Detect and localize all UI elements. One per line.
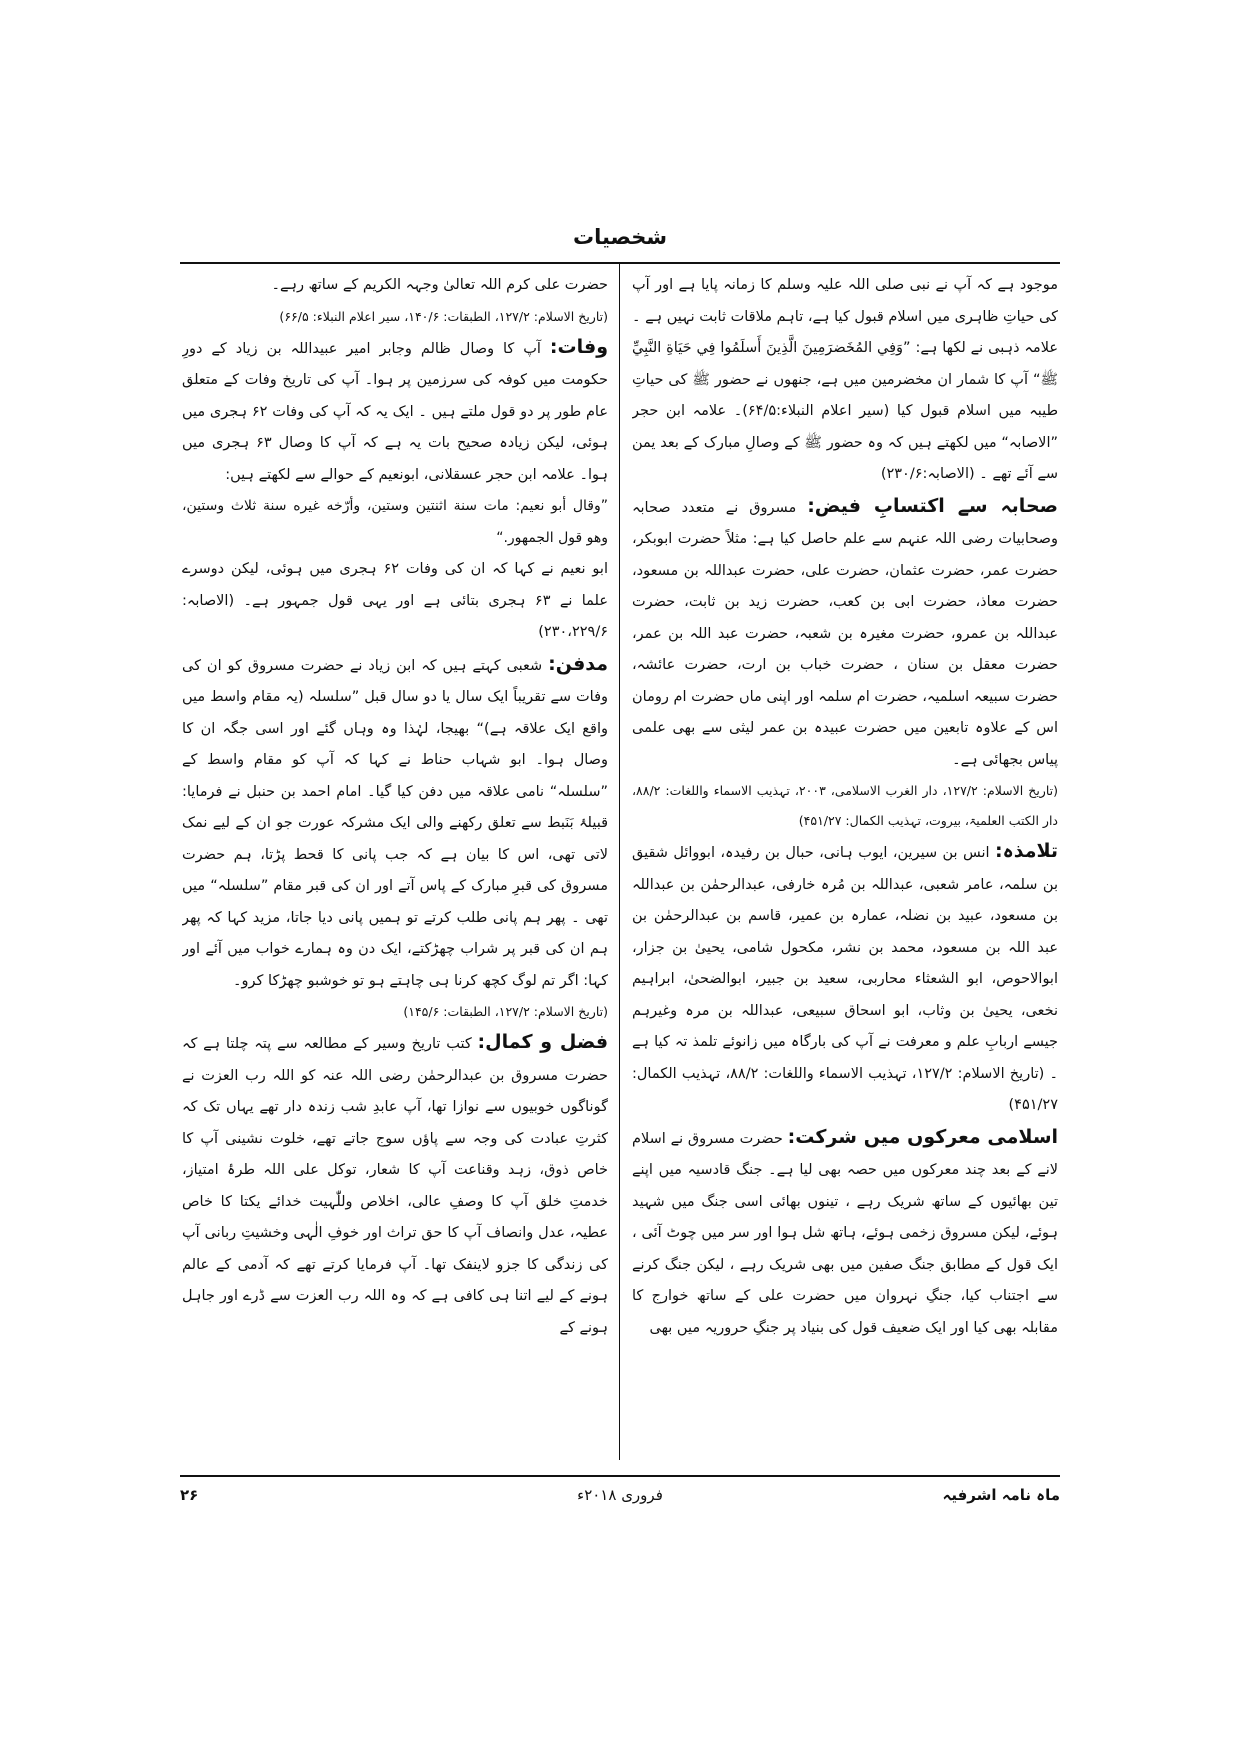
heading-jang: اسلامی معرکوں میں شرکت: — [787, 1125, 1058, 1148]
paragraph: موجود ہے کہ آپ نے نبی صلی اللہ علیہ وسلم کا زمانہ پایا ہے اور آپ کی حیاتِ ظاہری میں اسلام قبول کیا ہے، تاہم ملاقات ثابت نہیں ہے ۔ علامہ ذہبی نے لکھا ہے: ”وَفِي المُخَضرَمِينَ الَّذِينَ أَسلَمُوا فِي حَيَاةِ النَّبِيِّ ﷺ“ آپ کا شمار ان مخضرمین میں ہے، جنھوں نے حضور ﷺ کی حیاتِ طیبہ میں اسلام قبول کیا (سیر اعلام النبلاء:۶۴/۵)۔ علامہ ابن حجر ”الاصابہ“ میں لکھتے ہیں کہ وہ حضور ﷺ کے وصالِ مبارک کے بعد یمن سے آئے تھے ۔ (الاصابہ:۲۳۰/۶) — [632, 277, 1058, 482]
paragraph — [182, 1027, 608, 1344]
heading-fazl: فضل و کمال: — [477, 1031, 608, 1053]
paragraph-text: شعبی کہتے ہیں کہ ابن زیاد نے حضرت مسروق کو ان کی وفات سے تقریباً ایک سال یا دو سال قبل ”سلسلہ (یہ مقام واسط میں واقع ایک علاقہ ہے)“ بھیجا، لہٰذا وہ وہاں گئے اور اسی جگہ ان کا وصال ہوا۔ ابو شہاب حناط نے کہا کہ آپ کو مقام واسط کے ”سلسلہ“ نامی علاقہ میں دفن کیا گیا۔ امام احمد بن حنبل نے فرمایا: قبیلۂ بَنَبط سے تعلق رکھنے والی ایک مشرکہ عورت جو ان کے لیے نمک لاتی تھی، اس کا بیان ہے کہ جب پانی کا قحط پڑتا، ہم حضرت مسروق کی قبرِ مبارک کے پاس آتے اور ان کی قبر مقام ”سلسلہ“ میں تھی ۔ پھر ہم پانی طلب کرتے تو ہمیں پانی دیا جاتا، مزید کہا کہ پھر ہم ان کی قبر پر شراب چھڑکتے، ایک دن وہ ہمارے خواب میں آئے اور کہا: اگر تم لوگ کچھ کرنا ہی چاہتے ہو تو خوشبو چھڑکا کرو۔ — [182, 657, 608, 989]
left-column — [182, 270, 608, 1465]
page-number: ۲۶ — [180, 1486, 199, 1504]
heading-talamidh: تلامذہ: — [994, 840, 1058, 862]
reference: (تاریخ الاسلام: ۱۲۷/۲، الطبقات: ۱۴۰/۶، سیر اعلام النبلاء: ۶۶/۵) — [279, 308, 608, 324]
paragraph — [632, 836, 1058, 1122]
heading-wafat: وفات: — [549, 335, 608, 358]
paragraph-text: کتب تاریخ وسیر کے مطالعہ سے پتہ چلتا ہے کہ حضرت مسروق بن عبدالرحمٰن رضی اللہ عنہ کو اللہ رب العزت نے گوناگوں خوبیوں سے نوازا تھا، آپ عابدِ شب زندہ دار تھے یہاں تک کہ کثرتِ عبادت کی وجہ سے پاؤں سوج جاتے تھے، خلوت نشینی آپ کا خاص ذوق، زہد وقناعت آپ کا شعار، توکل علی اللہ طرۂ امتیاز، خدمتِ خلق آپ کا وصفِ عالی، اخلاص وللّٰہیت خدائے یکتا کا خاص عطیہ، عدل وانصاف آپ کا حق تراث اور خوفِ الٰہی وخشیتِ ربانی آپ کی زندگی کا جزو لاینفک تھا۔ آپ فرمایا کرتے تھے کہ آدمی کے عالم ہونے کے لیے اتنا ہی کافی ہے کہ وہ اللہ رب العزت سے ڈرے اور جاہل ہونے کے — [182, 1036, 608, 1336]
issue-date: فروری ۲۰۱۸ء — [577, 1486, 663, 1504]
bottom-rule — [180, 1475, 1060, 1477]
paragraph: حضرت علی کرم اللہ تعالیٰ وجہہ الکریم کے ساتھ رہے۔ — [271, 277, 608, 293]
top-rule — [180, 262, 1060, 264]
section-title: شخصیات — [572, 225, 668, 249]
paragraph — [632, 491, 1058, 777]
paragraph: ابو نعیم نے کہا کہ ان کی وفات ۶۲ ہجری میں ہوئی، لیکن دوسرے علما نے ۶۳ ہجری بتائی ہے اور یہی قول جمہور ہے۔ (الاصابہ: ۲۳۰،۲۲۹/۶) — [182, 561, 608, 640]
heading-madfan: مدفن: — [548, 652, 608, 675]
arabic-quote: ”وقال أبو نعیم: مات سنة اثنتین وستین، وأرّخه غیره سنة ثلاث وستین، وهو قول الجمهور.“ — [182, 498, 608, 546]
paragraph — [182, 649, 608, 998]
footer — [180, 1482, 1060, 1516]
paragraph-text: آپ کا وصال ظالم وجابر امیر عبیداللہ بن زیاد کے دورِ حکومت میں کوفہ کی سرزمین پر ہوا۔ آپ کی تاریخ وفات کے متعلق عام طور پر دو قول ملتے ہیں ۔ ایک یہ کہ آپ کی وفات ۶۲ ہجری میں ہوئی، لیکن زیادہ صحیح بات یہ ہے کہ آپ کا وصال ۶۳ ہجری میں ہوا۔ علامہ ابن حجر عسقلانی، ابونعیم کے حوالے سے لکھتے ہیں: — [182, 340, 608, 483]
paragraph-text: مسروق نے متعدد صحابہ وصحابیات رضی اللہ عنہم سے علم حاصل کیا ہے: مثلاً حضرت ابوبکر، حضرت عمر، حضرت عثمان، حضرت علی، حضرت عبداللہ بن مسعود، حضرت معاذ، حضرت ابی بن کعب، حضرت زید بن ثابت، حضرت عبداللہ بن عمرو، حضرت مغیرہ بن شعبہ، حضرت عبد اللہ بن عمر، حضرت معقل بن سنان ، حضرت خباب بن ارت، حضرت عائشہ، حضرت سبیعہ اسلمیہ، حضرت ام سلمہ اور اپنی ماں حضرت ام رومان اس کے علاوہ تابعین میں حضرت عبیدہ بن عمر لیثی سے بھی علمی پیاس بجھائی ہے۔ — [632, 499, 1058, 768]
reference: (تاریخ الاسلام: ۱۲۷/۲، الطبقات: ۱۴۵/۶) — [403, 1004, 608, 1019]
right-column — [632, 270, 1058, 1465]
magazine-name: ماہ نامہ اشرفیہ — [942, 1486, 1060, 1504]
heading-sahaba: صحابہ سے اکتسابِ فیض: — [807, 494, 1058, 517]
reference: (تاریخ الاسلام: ۱۲۷/۲، دار الغرب الاسلامی، ۲۰۰۳، تہذیب الاسماء واللغات: ۸۸/۲، دار الکتب العلمیۃ، بیروت، تہذیب الکمال: ۴۵۱/۲۷) — [632, 783, 1058, 828]
paragraph — [182, 332, 608, 492]
column-divider — [619, 262, 620, 1460]
paragraph — [632, 1122, 1058, 1345]
paragraph-text: انس بن سیرین، ایوب ہانی، حبال بن رفیدہ، ابووائل شقیق بن سلمہ، عامر شعبی، عبداللہ بن مُرہ خارفی، عبدالرحمٰن بن عبداللہ بن مسعود، عبید بن نضلہ، عمارہ بن عمیر، قاسم بن عبدالرحمٰن بن عبد اللہ بن مسعود، محمد بن نشر، مکحول شامی، یحییٰ بن جزار، ابوالاحوص، ابو الشعثاء محاربی، سعید بن جبیر، ابوالضحیٰ، ابراہیم نخعی، یحییٰ بن وثاب، ابو اسحاق سبیعی، عبداللہ بن مرہ وغیرہم جیسے اربابِ علم و معرفت نے آپ کی بارگاہ میں زانوئے تلمذ تہ کیا ہے ۔ (تاریخ الاسلام: ۱۲۷/۲، تہذیب الاسماء واللغات: ۸۸/۲، تہذیب الکمال: ۴۵۱/۲۷) — [632, 845, 1058, 1113]
paragraph-text: حضرت مسروق نے اسلام لانے کے بعد چند معرکوں میں حصہ بھی لیا ہے۔ جنگ قادسیہ میں اپنے تین بھائیوں کے ساتھ شریک رہے ، تینوں بھائی اسی جنگ میں شہید ہوئے، لیکن مسروق زخمی ہوئے، ہاتھ شل ہوا اور سر میں چوٹ آئی ، ایک قول کے مطابق جنگ صفین میں بھی شریک رہے ، لیکن جنگ کرنے سے اجتناب کیا، جنگِ نہروان میں حضرت علی کے ساتھ خوارج کا مقابلہ بھی کیا اور ایک ضعیف قول کی بنیاد پر جنگِ حروریہ میں بھی — [632, 1130, 1058, 1336]
